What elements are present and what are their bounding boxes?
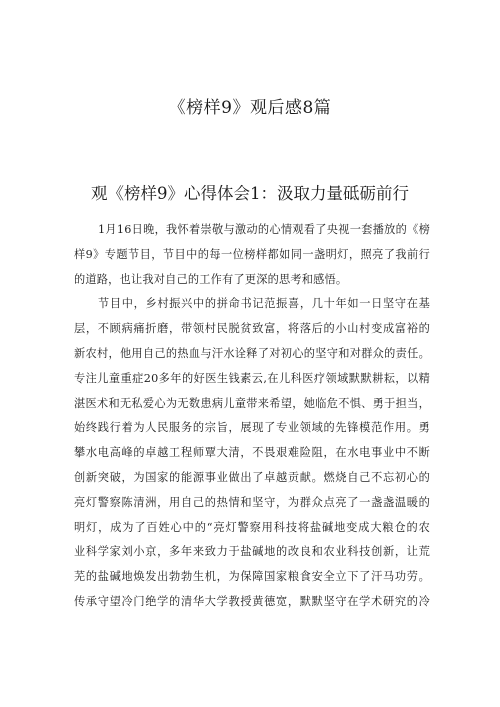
text-line: 样9》专题节目，节目中的每一位榜样都如同一盏明灯，照亮了我前行 bbox=[74, 247, 430, 261]
text-line: 1月16日晚，我怀着崇敬与激动的心情观看了央视一套播放的《榜 bbox=[98, 223, 430, 236]
section-heading: 观《榜样9》心得体会1：汲取力量砥砺前行 bbox=[91, 184, 409, 203]
text-line: 层，不顾病痛折磨，带领村民脱贫致富，将落后的小山村变成富裕的 bbox=[74, 322, 430, 336]
text-line: 的道路，也让我对自己的工作有了更深的思考和感悟。 bbox=[74, 272, 348, 286]
text-line: 攀水电高峰的卓越工程师覃大清，不畏艰难险阻，在水电事业中不断 bbox=[74, 446, 430, 460]
body-text bbox=[74, 218, 430, 615]
text-line: 节目中，乡村振兴中的拼命书记范振喜，几十年如一日坚守在基 bbox=[98, 297, 430, 311]
text-line: 传承守望冷门绝学的清华大学教授黄德宽，默默坚守在学术研究的冷 bbox=[74, 594, 430, 608]
text-line: 专注儿童重症20多年的好医生钱素云,在儿科医疗领域默默耕耘，以精 bbox=[74, 371, 430, 385]
text-line: 湛医术和无私爱心为无数患病儿童带来希望，她临危不惧、勇于担当， bbox=[74, 396, 430, 410]
text-line: 亮灯警察陈清洲，用自己的热情和坚守，为群众点亮了一盏盏温暖的 bbox=[74, 495, 430, 509]
text-line: 业科学家刘小京，多年来致力于盐碱地的改良和农业科技创新，让荒 bbox=[74, 545, 430, 559]
text-line: 芜的盐碱地焕发出勃勃生机，为保障国家粮食安全立下了汗马功劳。 bbox=[74, 570, 430, 584]
text-line: 始终践行着为人民服务的宗旨，展现了专业领域的先锋模范作用。勇 bbox=[74, 421, 430, 435]
text-line: 新农村，他用自己的热血与汗水诠释了对初心的坚守和对群众的责任。 bbox=[74, 346, 430, 360]
document-title: 《榜样9》观后感8篇 bbox=[168, 98, 332, 118]
text-line: 创新突破，为国家的能源事业做出了卓越贡献。燃烧自己不忘初心的 bbox=[74, 470, 430, 484]
text-line: 明灯，成为了百姓心中的“亮灯警察用科技将盐碱地变成大粮仓的农 bbox=[74, 520, 430, 534]
